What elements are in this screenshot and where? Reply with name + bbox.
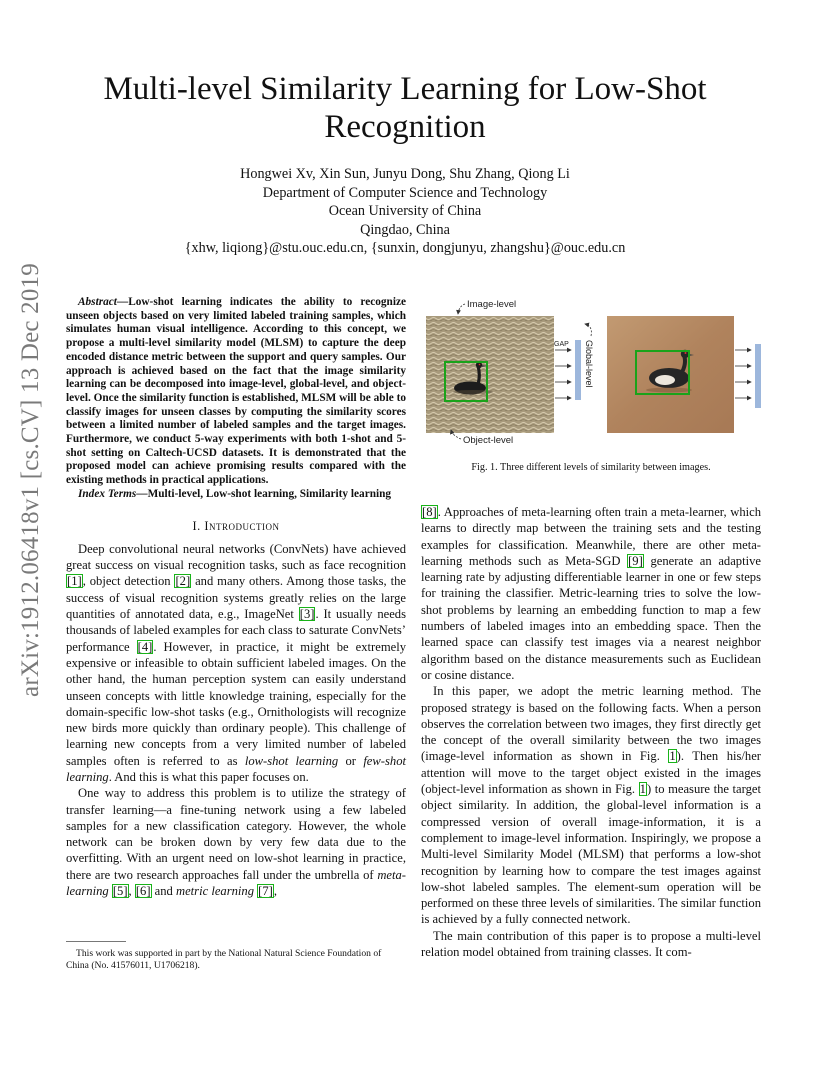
section-heading-text: I. Introduction xyxy=(192,518,280,533)
arxiv-stamp xyxy=(12,263,50,697)
text-run: and xyxy=(151,884,176,899)
emphasis: metric learning xyxy=(176,884,254,899)
global-level-label: Global-level xyxy=(584,340,594,388)
global-level-pointer xyxy=(585,324,591,336)
emphasis: meta-learning xyxy=(66,867,406,899)
right-paragraph-1 xyxy=(421,504,761,683)
abstract xyxy=(66,296,406,488)
text-run: ). Then his/her attention will move to the target object existed in the images (object-level information as shown in Fig. xyxy=(421,749,761,797)
citation-link[interactable]: [3] xyxy=(299,607,315,622)
figure-caption: Fig. 1. Three different levels of similarity between images. xyxy=(471,462,711,473)
emphasis: low-shot learning xyxy=(244,753,339,768)
feature-arrows-left xyxy=(555,350,571,398)
footnote-rule xyxy=(66,941,126,942)
index-terms xyxy=(66,488,406,502)
citation-link[interactable]: [9] xyxy=(628,553,643,568)
text-run: generate an adaptive learning rate by adjusting differentiable learner in one or few steps for training the classifier. Metric-learning tries to solve the low-shot problems by learning an embedding function to map a few numbers of labeled images into an embedding space. Then the learned space can classify test images via a nearest neighbor algorithm based on the distance measurements such as Euclidean or cosine distance. xyxy=(421,553,761,682)
text-run: Deep convolutional neural networks (ConvNets) have achieved great success on visual recognition tasks, such as face recognition xyxy=(66,541,406,573)
intro-paragraph-1 xyxy=(66,541,406,785)
citation-link[interactable]: [7] xyxy=(258,884,273,899)
right-paragraph-3: The main contribution of this paper is to propose a multi-level relation model obtained from training classes. It com- xyxy=(421,928,761,960)
text-run: or xyxy=(338,753,364,768)
feature-arrows-right xyxy=(735,350,751,398)
right-paragraph-2 xyxy=(421,683,761,927)
text-run: One way to address this problem is to utilize the strategy of transfer learning—a fine-tuning network using a few labeled samples for a new classification category. However, the whole network can be broken down by very few data due to the overfitting. With an urgent need on low-shot learning in practice, there are two research approaches fall under the umbrella of xyxy=(66,786,406,882)
left-column xyxy=(66,296,406,899)
abstract-label: Abstract xyxy=(78,296,117,308)
section-heading xyxy=(66,518,406,534)
paper-title: Multi-level Similarity Learning for Low-Shot Recognition xyxy=(103,71,707,145)
text-run: , xyxy=(273,884,277,899)
citation-link[interactable]: [6] xyxy=(135,884,151,899)
author-emails: {xhw, liqiong}@stu.ouc.edu.cn, {sunxin, dongjunyu, zhangshu}@ouc.edu.cn xyxy=(184,240,626,257)
author-block xyxy=(90,165,720,258)
index-terms-text: —Multi-level, Low-shot learning, Similarity learning xyxy=(136,487,392,500)
arxiv-stamp-text: arXiv:1912.06418v1 [cs.CV] 13 Dec 2019 xyxy=(17,263,44,697)
image-level-pointer xyxy=(458,304,465,314)
citation-link[interactable]: [8] xyxy=(422,505,437,519)
global-feature-bar-left xyxy=(575,340,581,400)
affiliation-city: Qingdao, China xyxy=(360,221,450,238)
right-column xyxy=(421,504,761,960)
citation-link[interactable]: [5] xyxy=(112,884,128,899)
text-run: and many others. Among those tasks, the success of visual recognition systems greatly relies on the large quantities of annotated data, e.g., ImageNet xyxy=(66,574,406,622)
text-run: . And this is what this paper focuses on. xyxy=(108,770,309,784)
text-run: In this paper, we adopt the metric learning method. The proposed strategy is based on the following facts. When a person observes the correlation between two images, they first directly get the concept of the overall similarity between the two images (image-level information as shown in Fig. xyxy=(421,684,761,764)
intro-paragraph-2 xyxy=(66,785,406,899)
text-run: , xyxy=(128,884,135,899)
figure-link[interactable]: 1 xyxy=(669,749,676,764)
affiliation-university: Ocean University of China xyxy=(328,203,482,220)
support-image xyxy=(607,316,734,433)
text-run: . It usually needs thousands of labeled examples for each class to saturate ConvNets’ performance xyxy=(66,607,406,654)
global-feature-bar-right xyxy=(755,344,761,408)
text-run: . Approaches of meta-learning often train a meta-learner, which learns to directly map between the training sets and the testing examples for classification. Meanwhile, there are other meta-learning methods such as Meta-SGD xyxy=(421,505,761,568)
query-image xyxy=(426,316,554,433)
figure-link[interactable]: 1 xyxy=(639,782,646,797)
footnote: This work was supported in part by the National Natural Science Foundation of China (No. 41576011, U1706218). xyxy=(66,948,382,971)
image-level-label: Image-level xyxy=(467,299,517,310)
object-level-label: Object-level xyxy=(463,435,514,446)
emphasis: few-shot learning xyxy=(66,753,406,784)
citation-link[interactable]: [1] xyxy=(67,574,82,589)
gap-label: GAP xyxy=(554,341,569,348)
text-run: . However, in practice, it might be extremely expensive or infeasible to obtain sufficient labeled images. On the other hand, the human perception system can easily understand unseen concepts with little knowledge training, especially for the domain-specific low-shot tasks (e.g., Ornithologists will recognize new birds more quickly than ordinary people). This challenge of learning new concepts from a very limited number of labeled samples often is referred to as xyxy=(66,639,406,768)
text-run: ) to measure the target object similarity. In addition, the global-level information is a compressed version of overall image-information, it is a complement to image-level information. Inspiringly, we propose a Multi-level Similarity Model (MLSM) that performs a low-shot recognition by learning how to compare the test images against low-shot labeled samples. The element-sum operation will be performed on these three levels of similarities. The similar function is achieved by a fully connected network. xyxy=(421,782,761,927)
abstract-text: —Low-shot learning indicates the ability to recognize unseen objects based on very limited labeled training samples, which simulates human visual intelligence. According to this concept, we propose a multi-level similarity model (MLSM) to capture the deep encoded distance metric between the support and query samples. Our approach is achieved based on the fact that the image similarity learning can be decomposed into image-level, global-level, and object-level. Once the similarity function is established, MLSM will be able to classify images for unseen classes by computing the similarity scores between a limited number of labeled samples and the target images. Furthermore, we conduct 5-way experiments with both 1-shot and 5-shot setting on Caltech-UCSD datasets. It is demonstrated that the proposed model can achieve promising results compared with the existing methods in practical applications. xyxy=(66,296,406,487)
index-terms-label: Index Terms xyxy=(78,487,137,500)
citation-link[interactable]: [4] xyxy=(137,639,153,654)
affiliation-dept: Department of Computer Science and Technology xyxy=(262,184,548,201)
citation-link[interactable]: [2] xyxy=(175,574,191,589)
figure-1 xyxy=(421,296,766,446)
text-run: , object detection xyxy=(82,574,175,589)
author-names: Hongwei Xv, Xin Sun, Junyu Dong, Shu Zhang, Qiong Li xyxy=(240,166,570,182)
